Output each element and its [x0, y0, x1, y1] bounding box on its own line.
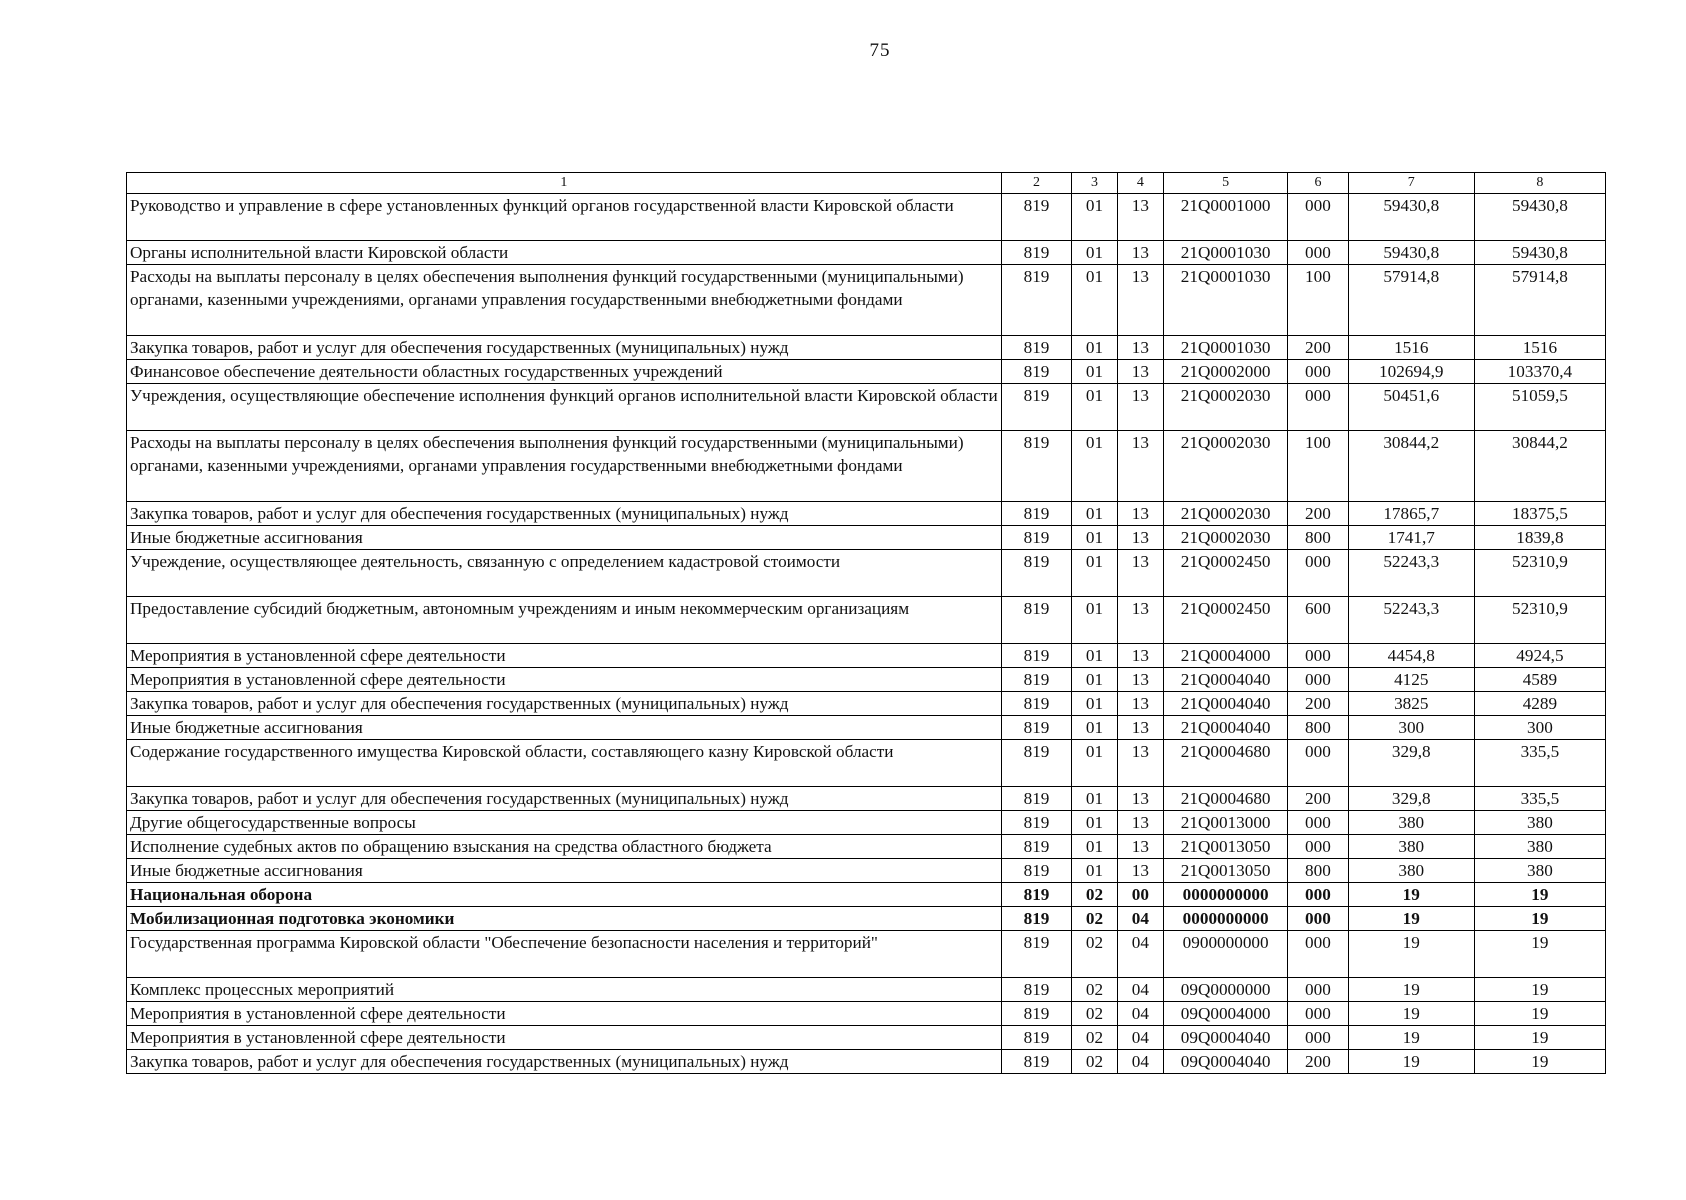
cell-target-article: 21Q0004680	[1164, 740, 1288, 787]
cell-expense-type: 000	[1288, 835, 1349, 859]
cell-target-article: 21Q0013050	[1164, 835, 1288, 859]
cell-subsection-code: 04	[1117, 1002, 1163, 1026]
cell-subsection-code: 13	[1117, 835, 1163, 859]
cell-section-code: 02	[1072, 1026, 1117, 1050]
table-row	[127, 931, 1606, 978]
table-row	[127, 1002, 1606, 1026]
cell-amount-year-2: 19	[1474, 1050, 1605, 1074]
cell-subsection-code: 13	[1117, 644, 1163, 668]
cell-section-code: 01	[1072, 740, 1117, 787]
cell-expense-type: 000	[1288, 978, 1349, 1002]
cell-section-code: 01	[1072, 716, 1117, 740]
cell-expense-type: 000	[1288, 883, 1349, 907]
cell-name: Государственная программа Кировской области "Обеспечение безопасности населения и территорий"	[127, 931, 1002, 978]
table-row	[127, 194, 1606, 241]
table-row	[127, 360, 1606, 384]
header-col-6: 6	[1288, 173, 1349, 194]
cell-name: Закупка товаров, работ и услуг для обеспечения государственных (муниципальных) нужд	[127, 502, 1002, 526]
cell-expense-type: 800	[1288, 859, 1349, 883]
cell-expense-type: 800	[1288, 716, 1349, 740]
cell-amount-year-2: 19	[1474, 907, 1605, 931]
header-col-2: 2	[1001, 173, 1072, 194]
cell-expense-type: 200	[1288, 336, 1349, 360]
cell-section-code: 01	[1072, 550, 1117, 597]
cell-name: Расходы на выплаты персоналу в целях обеспечения выполнения функций государственными (муниципальными) органами, казенными учреждениями, органами управления государственными внебюджетными фондами	[127, 431, 1002, 502]
cell-section-code: 01	[1072, 811, 1117, 835]
cell-amount-year-2: 19	[1474, 931, 1605, 978]
table-row	[127, 241, 1606, 265]
cell-target-article: 21Q0004000	[1164, 644, 1288, 668]
table-body	[127, 194, 1606, 1074]
cell-amount-year-1: 3825	[1348, 692, 1474, 716]
table-row	[127, 336, 1606, 360]
cell-expense-type: 200	[1288, 1050, 1349, 1074]
table-row	[127, 265, 1606, 336]
cell-amount-year-2: 51059,5	[1474, 384, 1605, 431]
cell-expense-type: 100	[1288, 431, 1349, 502]
table-row	[127, 431, 1606, 502]
cell-expense-type: 100	[1288, 265, 1349, 336]
cell-ministry-code: 819	[1001, 907, 1072, 931]
cell-amount-year-1: 329,8	[1348, 787, 1474, 811]
header-col-5: 5	[1164, 173, 1288, 194]
cell-target-article: 21Q0004040	[1164, 668, 1288, 692]
cell-name: Закупка товаров, работ и услуг для обеспечения государственных (муниципальных) нужд	[127, 336, 1002, 360]
cell-amount-year-2: 1516	[1474, 336, 1605, 360]
header-col-7: 7	[1348, 173, 1474, 194]
cell-ministry-code: 819	[1001, 1026, 1072, 1050]
cell-ministry-code: 819	[1001, 336, 1072, 360]
table-row	[127, 384, 1606, 431]
cell-amount-year-2: 1839,8	[1474, 526, 1605, 550]
cell-amount-year-1: 1516	[1348, 336, 1474, 360]
cell-target-article: 21Q0002450	[1164, 550, 1288, 597]
cell-amount-year-2: 59430,8	[1474, 194, 1605, 241]
cell-ministry-code: 819	[1001, 384, 1072, 431]
cell-amount-year-1: 19	[1348, 883, 1474, 907]
cell-amount-year-2: 52310,9	[1474, 550, 1605, 597]
cell-name: Мероприятия в установленной сфере деятельности	[127, 668, 1002, 692]
cell-expense-type: 000	[1288, 644, 1349, 668]
cell-ministry-code: 819	[1001, 811, 1072, 835]
cell-section-code: 01	[1072, 265, 1117, 336]
header-col-1: 1	[127, 173, 1002, 194]
cell-section-code: 01	[1072, 859, 1117, 883]
cell-section-code: 02	[1072, 907, 1117, 931]
cell-ministry-code: 819	[1001, 550, 1072, 597]
table-row	[127, 978, 1606, 1002]
cell-target-article: 21Q0001000	[1164, 194, 1288, 241]
cell-amount-year-1: 30844,2	[1348, 431, 1474, 502]
header-col-3: 3	[1072, 173, 1117, 194]
cell-target-article: 21Q0002450	[1164, 597, 1288, 644]
cell-amount-year-2: 19	[1474, 1026, 1605, 1050]
cell-ministry-code: 819	[1001, 502, 1072, 526]
cell-ministry-code: 819	[1001, 883, 1072, 907]
cell-ministry-code: 819	[1001, 859, 1072, 883]
header-col-4: 4	[1117, 173, 1163, 194]
cell-amount-year-1: 50451,6	[1348, 384, 1474, 431]
cell-amount-year-2: 335,5	[1474, 787, 1605, 811]
cell-name: Мероприятия в установленной сфере деятельности	[127, 1026, 1002, 1050]
cell-amount-year-1: 329,8	[1348, 740, 1474, 787]
cell-section-code: 01	[1072, 668, 1117, 692]
cell-subsection-code: 13	[1117, 502, 1163, 526]
cell-expense-type: 000	[1288, 1026, 1349, 1050]
cell-subsection-code: 13	[1117, 692, 1163, 716]
cell-amount-year-2: 30844,2	[1474, 431, 1605, 502]
cell-expense-type: 000	[1288, 550, 1349, 597]
cell-expense-type: 000	[1288, 360, 1349, 384]
table-header	[127, 173, 1606, 194]
cell-subsection-code: 13	[1117, 859, 1163, 883]
table-row	[127, 502, 1606, 526]
cell-ministry-code: 819	[1001, 431, 1072, 502]
cell-name: Мероприятия в установленной сфере деятельности	[127, 644, 1002, 668]
cell-amount-year-2: 380	[1474, 835, 1605, 859]
cell-subsection-code: 13	[1117, 668, 1163, 692]
cell-subsection-code: 13	[1117, 550, 1163, 597]
cell-expense-type: 000	[1288, 931, 1349, 978]
cell-target-article: 0000000000	[1164, 883, 1288, 907]
cell-amount-year-1: 52243,3	[1348, 597, 1474, 644]
cell-name: Учреждение, осуществляющее деятельность, связанную с определением кадастровой стоимости	[127, 550, 1002, 597]
cell-target-article: 21Q0002030	[1164, 384, 1288, 431]
cell-name: Предоставление субсидий бюджетным, автономным учреждениям и иным некоммерческим организациям	[127, 597, 1002, 644]
cell-amount-year-1: 57914,8	[1348, 265, 1474, 336]
cell-name: Национальная оборона	[127, 883, 1002, 907]
cell-ministry-code: 819	[1001, 716, 1072, 740]
cell-amount-year-1: 59430,8	[1348, 241, 1474, 265]
table-row	[127, 835, 1606, 859]
cell-ministry-code: 819	[1001, 241, 1072, 265]
cell-name: Органы исполнительной власти Кировской области	[127, 241, 1002, 265]
table-row	[127, 668, 1606, 692]
table-row	[127, 1050, 1606, 1074]
cell-name: Другие общегосударственные вопросы	[127, 811, 1002, 835]
cell-target-article: 09Q0004000	[1164, 1002, 1288, 1026]
cell-target-article: 21Q0013000	[1164, 811, 1288, 835]
cell-amount-year-2: 380	[1474, 811, 1605, 835]
cell-target-article: 21Q0001030	[1164, 336, 1288, 360]
cell-section-code: 01	[1072, 336, 1117, 360]
cell-section-code: 02	[1072, 931, 1117, 978]
cell-ministry-code: 819	[1001, 1050, 1072, 1074]
table-row	[127, 907, 1606, 931]
cell-subsection-code: 13	[1117, 526, 1163, 550]
cell-ministry-code: 819	[1001, 787, 1072, 811]
cell-expense-type: 000	[1288, 194, 1349, 241]
cell-target-article: 21Q0001030	[1164, 241, 1288, 265]
cell-amount-year-1: 380	[1348, 835, 1474, 859]
cell-amount-year-2: 57914,8	[1474, 265, 1605, 336]
cell-subsection-code: 13	[1117, 241, 1163, 265]
cell-amount-year-2: 59430,8	[1474, 241, 1605, 265]
cell-name: Учреждения, осуществляющие обеспечение исполнения функций органов исполнительной власти Кировской области	[127, 384, 1002, 431]
cell-target-article: 09Q0004040	[1164, 1050, 1288, 1074]
cell-amount-year-2: 4589	[1474, 668, 1605, 692]
cell-ministry-code: 819	[1001, 668, 1072, 692]
cell-section-code: 02	[1072, 1050, 1117, 1074]
table-row	[127, 883, 1606, 907]
cell-expense-type: 000	[1288, 811, 1349, 835]
cell-amount-year-2: 18375,5	[1474, 502, 1605, 526]
table-row	[127, 1026, 1606, 1050]
cell-amount-year-1: 102694,9	[1348, 360, 1474, 384]
cell-amount-year-2: 4924,5	[1474, 644, 1605, 668]
cell-subsection-code: 13	[1117, 716, 1163, 740]
cell-expense-type: 000	[1288, 384, 1349, 431]
cell-subsection-code: 13	[1117, 431, 1163, 502]
header-row	[127, 173, 1606, 194]
cell-name: Иные бюджетные ассигнования	[127, 526, 1002, 550]
table-row	[127, 597, 1606, 644]
cell-ministry-code: 819	[1001, 526, 1072, 550]
cell-name: Закупка товаров, работ и услуг для обеспечения государственных (муниципальных) нужд	[127, 787, 1002, 811]
cell-subsection-code: 13	[1117, 787, 1163, 811]
cell-target-article: 21Q0013050	[1164, 859, 1288, 883]
cell-amount-year-1: 19	[1348, 978, 1474, 1002]
cell-ministry-code: 819	[1001, 644, 1072, 668]
cell-section-code: 01	[1072, 194, 1117, 241]
cell-expense-type: 000	[1288, 668, 1349, 692]
cell-subsection-code: 13	[1117, 384, 1163, 431]
cell-section-code: 01	[1072, 526, 1117, 550]
cell-target-article: 21Q0002030	[1164, 502, 1288, 526]
cell-amount-year-1: 19	[1348, 1002, 1474, 1026]
cell-ministry-code: 819	[1001, 597, 1072, 644]
cell-amount-year-1: 19	[1348, 1026, 1474, 1050]
cell-subsection-code: 13	[1117, 597, 1163, 644]
cell-subsection-code: 04	[1117, 907, 1163, 931]
table-row	[127, 740, 1606, 787]
cell-amount-year-1: 19	[1348, 907, 1474, 931]
cell-subsection-code: 04	[1117, 931, 1163, 978]
cell-target-article: 0000000000	[1164, 907, 1288, 931]
cell-ministry-code: 819	[1001, 1002, 1072, 1026]
cell-section-code: 01	[1072, 597, 1117, 644]
cell-amount-year-1: 380	[1348, 811, 1474, 835]
cell-expense-type: 800	[1288, 526, 1349, 550]
cell-name: Комплекс процессных мероприятий	[127, 978, 1002, 1002]
cell-amount-year-1: 4125	[1348, 668, 1474, 692]
cell-amount-year-1: 300	[1348, 716, 1474, 740]
cell-ministry-code: 819	[1001, 265, 1072, 336]
cell-amount-year-1: 52243,3	[1348, 550, 1474, 597]
cell-ministry-code: 819	[1001, 360, 1072, 384]
table-row	[127, 787, 1606, 811]
cell-amount-year-2: 335,5	[1474, 740, 1605, 787]
cell-section-code: 01	[1072, 835, 1117, 859]
cell-name: Содержание государственного имущества Кировской области, составляющего казну Кировской области	[127, 740, 1002, 787]
table-row	[127, 859, 1606, 883]
cell-amount-year-1: 17865,7	[1348, 502, 1474, 526]
cell-subsection-code: 13	[1117, 811, 1163, 835]
cell-amount-year-2: 52310,9	[1474, 597, 1605, 644]
cell-section-code: 01	[1072, 502, 1117, 526]
cell-ministry-code: 819	[1001, 978, 1072, 1002]
cell-target-article: 09Q0004040	[1164, 1026, 1288, 1050]
cell-expense-type: 000	[1288, 1002, 1349, 1026]
cell-amount-year-1: 4454,8	[1348, 644, 1474, 668]
cell-section-code: 01	[1072, 384, 1117, 431]
cell-name: Закупка товаров, работ и услуг для обеспечения государственных (муниципальных) нужд	[127, 692, 1002, 716]
cell-amount-year-2: 4289	[1474, 692, 1605, 716]
cell-subsection-code: 13	[1117, 740, 1163, 787]
cell-target-article: 21Q0004680	[1164, 787, 1288, 811]
cell-subsection-code: 00	[1117, 883, 1163, 907]
cell-subsection-code: 13	[1117, 265, 1163, 336]
cell-target-article: 21Q0004040	[1164, 716, 1288, 740]
cell-amount-year-2: 19	[1474, 1002, 1605, 1026]
cell-target-article: 21Q0004040	[1164, 692, 1288, 716]
cell-name: Иные бюджетные ассигнования	[127, 859, 1002, 883]
table-row	[127, 550, 1606, 597]
cell-amount-year-1: 1741,7	[1348, 526, 1474, 550]
page-number: 75	[869, 40, 891, 61]
cell-ministry-code: 819	[1001, 194, 1072, 241]
cell-expense-type: 600	[1288, 597, 1349, 644]
cell-amount-year-2: 300	[1474, 716, 1605, 740]
cell-name: Закупка товаров, работ и услуг для обеспечения государственных (муниципальных) нужд	[127, 1050, 1002, 1074]
table-row	[127, 644, 1606, 668]
cell-target-article: 21Q0002030	[1164, 431, 1288, 502]
table-row	[127, 526, 1606, 550]
cell-section-code: 02	[1072, 883, 1117, 907]
cell-name: Исполнение судебных актов по обращению взыскания на средства областного бюджета	[127, 835, 1002, 859]
table-row	[127, 811, 1606, 835]
cell-expense-type: 200	[1288, 787, 1349, 811]
header-col-8: 8	[1474, 173, 1605, 194]
cell-ministry-code: 819	[1001, 692, 1072, 716]
cell-expense-type: 000	[1288, 740, 1349, 787]
cell-target-article: 21Q0001030	[1164, 265, 1288, 336]
cell-amount-year-1: 380	[1348, 859, 1474, 883]
cell-name: Руководство и управление в сфере установленных функций органов государственной власти Кировской области	[127, 194, 1002, 241]
cell-expense-type: 200	[1288, 502, 1349, 526]
cell-amount-year-2: 380	[1474, 859, 1605, 883]
cell-subsection-code: 04	[1117, 1050, 1163, 1074]
cell-section-code: 02	[1072, 1002, 1117, 1026]
cell-subsection-code: 13	[1117, 336, 1163, 360]
cell-section-code: 01	[1072, 787, 1117, 811]
cell-section-code: 02	[1072, 978, 1117, 1002]
cell-ministry-code: 819	[1001, 740, 1072, 787]
cell-subsection-code: 04	[1117, 1026, 1163, 1050]
cell-section-code: 01	[1072, 241, 1117, 265]
cell-ministry-code: 819	[1001, 835, 1072, 859]
cell-target-article: 0900000000	[1164, 931, 1288, 978]
cell-section-code: 01	[1072, 692, 1117, 716]
table-row	[127, 692, 1606, 716]
cell-expense-type: 000	[1288, 907, 1349, 931]
cell-name: Финансовое обеспечение деятельности областных государственных учреждений	[127, 360, 1002, 384]
cell-expense-type: 000	[1288, 241, 1349, 265]
cell-amount-year-1: 19	[1348, 1050, 1474, 1074]
cell-subsection-code: 04	[1117, 978, 1163, 1002]
table-row	[127, 716, 1606, 740]
cell-ministry-code: 819	[1001, 931, 1072, 978]
cell-name: Мобилизационная подготовка экономики	[127, 907, 1002, 931]
cell-section-code: 01	[1072, 644, 1117, 668]
cell-name: Иные бюджетные ассигнования	[127, 716, 1002, 740]
cell-expense-type: 200	[1288, 692, 1349, 716]
cell-amount-year-2: 103370,4	[1474, 360, 1605, 384]
cell-amount-year-2: 19	[1474, 978, 1605, 1002]
cell-target-article: 21Q0002030	[1164, 526, 1288, 550]
cell-name: Расходы на выплаты персоналу в целях обеспечения выполнения функций государственными (муниципальными) органами, казенными учреждениями, органами управления государственными внебюджетными фондами	[127, 265, 1002, 336]
cell-subsection-code: 13	[1117, 360, 1163, 384]
cell-amount-year-1: 19	[1348, 931, 1474, 978]
cell-target-article: 21Q0002000	[1164, 360, 1288, 384]
cell-target-article: 09Q0000000	[1164, 978, 1288, 1002]
cell-amount-year-1: 59430,8	[1348, 194, 1474, 241]
cell-section-code: 01	[1072, 360, 1117, 384]
cell-section-code: 01	[1072, 431, 1117, 502]
budget-table	[126, 172, 1606, 1074]
cell-subsection-code: 13	[1117, 194, 1163, 241]
cell-name: Мероприятия в установленной сфере деятельности	[127, 1002, 1002, 1026]
cell-amount-year-2: 19	[1474, 883, 1605, 907]
